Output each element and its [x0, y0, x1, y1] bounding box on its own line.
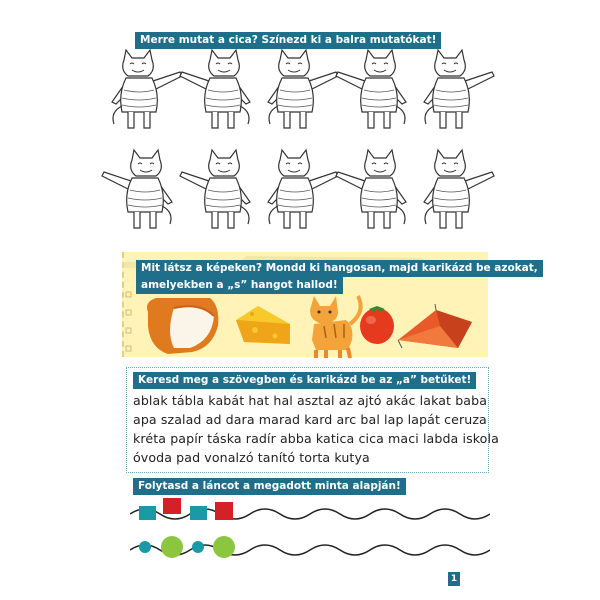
word-line-2: apa szalad ad dara marad kard arc bal lap lapát ceruza [133, 412, 487, 427]
section-3-title: Keresd meg a szövegben és karikázd be az „a” betűket! [133, 372, 476, 389]
cheese-icon [236, 306, 290, 344]
word-line-1: ablak tábla kabát hat hal asztal az ajtó akác lakat baba [133, 393, 488, 408]
section-2-line-2: amelyekben a „s” hangot hallod! [136, 277, 343, 294]
section-1-title: Merre mutat a cica? Színezd ki a balra mutatókat! [135, 32, 441, 49]
cat-row1-3 [268, 50, 338, 128]
cat-row1-1 [112, 50, 182, 128]
bread-icon [147, 298, 218, 354]
cat-row2-5 [424, 150, 494, 228]
pictures-row [140, 282, 485, 362]
chain-exercise-1 [130, 494, 490, 528]
cat-row1-5 [424, 50, 494, 128]
chain-exercise-2 [130, 528, 490, 568]
cat-row1-2 [180, 50, 250, 128]
cats-grid [100, 46, 500, 246]
cat-row1-4 [336, 50, 406, 128]
page-number: 1 [448, 572, 460, 586]
hole-punch-marks [124, 290, 134, 356]
word-line-3: kréta papír táska radír abba katica cica maci labda iskola [133, 431, 499, 446]
cat-row2-3 [268, 150, 338, 228]
tomato-icon [360, 306, 394, 344]
cat-row2-1 [102, 150, 172, 228]
cat-row2-4 [336, 150, 406, 228]
section-2-line-1: Mit látsz a képeken? Mondd ki hangosan, majd karikázd be azokat, [136, 260, 543, 277]
cat-icon [310, 296, 361, 358]
word-line-4: óvoda pad vonalzó tanító torta kutya [133, 450, 370, 465]
section-4-title: Folytasd a láncot a megadott minta alapján! [133, 478, 406, 495]
cat-row2-2 [180, 150, 250, 228]
tent-icon [398, 304, 472, 348]
